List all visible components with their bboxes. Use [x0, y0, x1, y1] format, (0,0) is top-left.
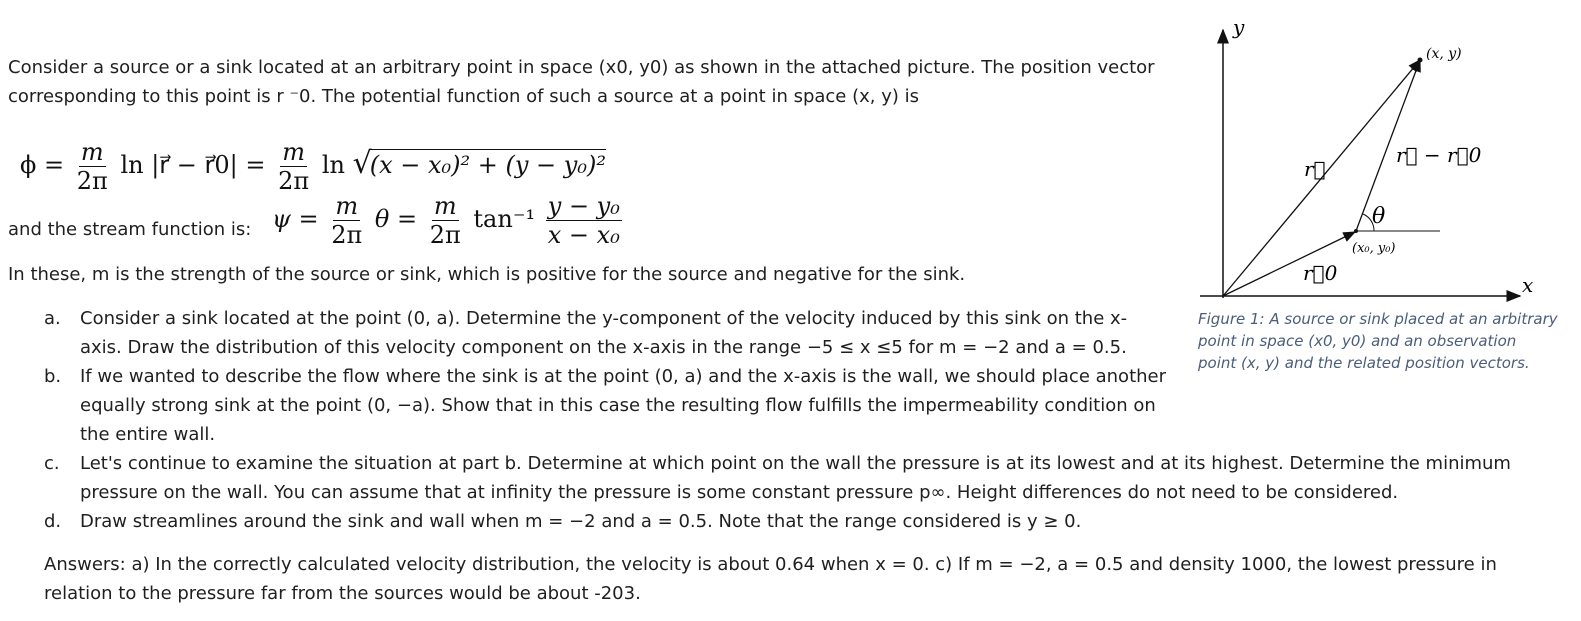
question-a: a. Consider a sink located at the point (0, a). Determine the y-component of the velocity induced by this sink on the x-axis. Draw the distribution of this velocity component on the x-axis in the range −5 ≤ x ≤5 for m = −2 and a = 0.5. [44, 308, 1128, 358]
phi-sqrt-expression: (x − x₀)² + (y − y₀)² [369, 151, 606, 179]
point-xy [1418, 58, 1423, 63]
psi-lhs: ψ = [272, 205, 319, 233]
phi-lhs: ϕ = [20, 151, 65, 179]
vector-figure [1190, 10, 1550, 310]
intro-line-1: Consider a source or a sink located at an arbitrary point in space (x0, y0) as shown in the attached picture. The position vector [8, 57, 1155, 78]
figure-caption: Figure 1: A source or sink placed at an arbitrary point in space (x0, y0) and an observation point (x, y) and the related position vectors. [1198, 310, 1558, 372]
stream-label: and the stream function is: [8, 219, 252, 240]
x-axis-label: x [1522, 273, 1534, 297]
point-x0y0 [1354, 229, 1358, 233]
potential-equation: ϕ = $\frac{m}{2\pi}$ ln |r⃗ − r⃗0| = $\frac{m}{2\pi}$ ln √(x − x₀)² + (y − y₀)² [20, 138, 606, 195]
y-axis-label: y [1233, 15, 1245, 39]
intro-text [8, 53, 1158, 111]
phi-fraction-2: $\frac{m}{2\pi}$ [278, 138, 310, 195]
point-xy-label: (x, y) [1426, 46, 1462, 62]
psi-fraction: $\frac{m}{2\pi}$ [331, 192, 363, 249]
psi-arctan: tan⁻¹ [473, 205, 536, 233]
intro-line-2: corresponding to this point is r ⁻0. The potential function of such a source at a point in space (x, y) is [8, 86, 919, 107]
answers-text: Answers: a) In the correctly calculated velocity distribution, the velocity is about 0.64 when x = 0. c) If m = −2, a = 0.5 and density 1000, the lowest pressure in relation to the pressure far from the sources would be about -203. [44, 554, 1497, 604]
vector-r-label: r⃗ [1304, 157, 1326, 181]
vector-r0-label: r⃗0 [1303, 261, 1338, 285]
phi-fraction: $\frac{m}{2\pi}$ [76, 138, 108, 195]
question-d: d. Draw streamlines around the sink and wall when m = −2 and a = 0.5. Note that the range considered is y ≥ 0. [44, 511, 1082, 532]
psi-fraction-2: $\frac{m}{2\pi}$ [429, 192, 461, 249]
strength-text: In these, m is the strength of the source or sink, which is positive for the source and negative for the sink. [8, 264, 966, 285]
vector-diff-label: r⃗ − r⃗0 [1396, 143, 1482, 167]
psi-theta: θ = [374, 205, 418, 233]
phi-ln-term: ln |r⃗ − r⃗0| = [120, 151, 266, 179]
question-b: b. If we wanted to describe the flow where the sink is at the point (0, a) and the x-axis is the wall, we should place another equally strong sink at the point (0, −a). Show that in this case the resulting flow fulfills the impermeability condition on the entire wall. [44, 366, 1167, 445]
question-c: c. Let's continue to examine the situation at part b. Determine at which point on the wall the pressure is at its lowest and at its highest. Determine the minimum pressure on the wall. You can assume that at infinity the pressure is some constant pressure p∞. Height differences do not need to be considered. [44, 453, 1511, 503]
psi-fraction-3: $\frac{\text{y − y₀}}{\text{x − x₀}}$ [547, 192, 620, 249]
point-x0y0-label: (x₀, y₀) [1352, 241, 1396, 256]
angle-label: θ [1372, 204, 1386, 229]
stream-equation [272, 192, 625, 249]
